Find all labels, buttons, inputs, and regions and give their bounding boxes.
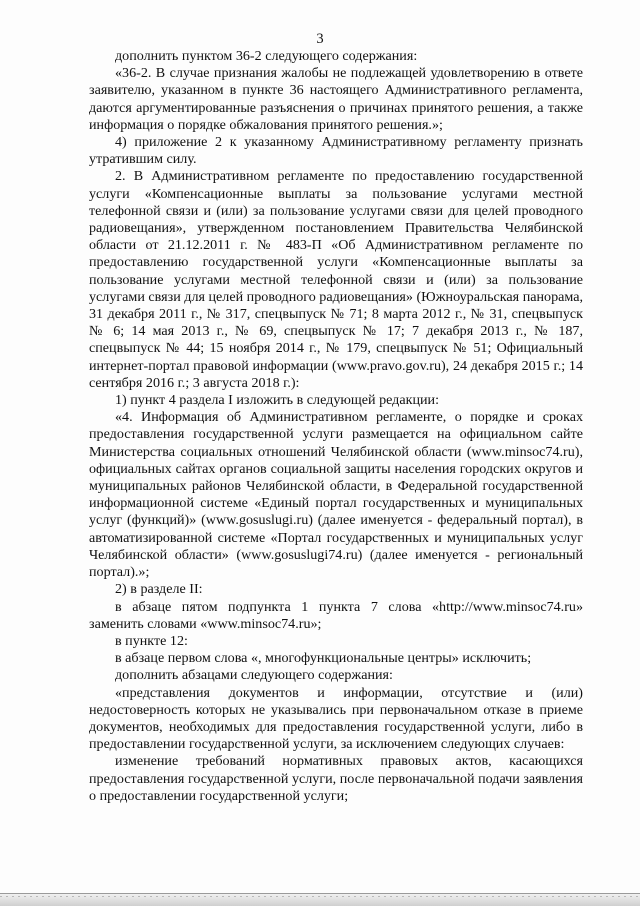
- paragraph-item-2: 2) в разделе II:: [115, 581, 203, 598]
- paragraph-item-4: 4) приложение 2 к указанному Административному регламенту признать утратившим силу.: [89, 134, 583, 168]
- paragraph-section-2: 2. В Административном регламенте по предоставлению государственной услуги «Компенсационные выплаты за пользование услугами местной телефонной связи и (или) за пользование услугами связи для целей проводного радиовещания», утвержденном постановлением Правительства Челябинской области от 21.12.2011 г. № 483-П «Об Административном регламенте по предоставлению государственной услуги «Компенсационные выплаты за пользование услугами местной телефонной связи и (или) за пользование услугами связи для целей проводного радиовещания» (Южноуральская панорама, 31 декабря 2011 г., № 317, спецвыпуск № 71; 8 марта 2012 г., № 31, спецвыпуск № 6; 14 мая 2013 г., № 69, спецвыпуск № 17; 7 декабря 2013 г., № 187, спецвыпуск № 44; 15 ноября 2014 г., № 179, спецвыпуск № 51; Официальный интернет-портал правовой информации (www.pravo.gov.ru), 24 декабря 2015 г.; 14 сентября 2016 г.; 3 августа 2018 г.):: [89, 168, 583, 391]
- scan-edge-dots: [0, 896, 640, 897]
- page-number: 3: [316, 31, 324, 47]
- paragraph-point-4-text: «4. Информация об Административном регламенте, о порядке и сроках предоставления государственной услуги размещается на официальном сайте Министерства социальных отношений Челябинской области (www.minsoc74.ru), официальных сайтах органов социальной защиты населения городских округов и муниципальных районов Челябинской области, в Федеральной государственной информационной системе «Единый портал государственных и муниципальных услуг (функций)» (www.gosuslugi.ru) (далее именуется - федеральный портал), в автоматизированной системе «Портал государственных и муниципальных услуг Челябинской области» (www.gosuslugi74.ru) (далее именуется - региональный портал).»;: [89, 409, 583, 581]
- paragraph-intro-36-2: дополнить пунктом 36-2 следующего содержания:: [115, 48, 418, 64]
- paragraph-add-abzacy: дополнить абзацами следующего содержания:: [115, 667, 393, 684]
- document-body: [89, 48, 583, 805]
- paragraph-point-12-first: в абзаце первом слова «, многофункциональные центры» исключить;: [115, 650, 532, 667]
- paragraph-point-12: в пункте 12:: [115, 632, 188, 649]
- paragraph-requirements-change: изменение требований нормативных правовых актов, касающихся предоставления государственной услуги, после первоначальной подачи заявления о предоставлении государственной услуги;: [89, 753, 583, 804]
- paragraph-point-7-change: в абзаце пятом подпункта 1 пункта 7 слова «http://www.minsoc74.ru» заменить словами «www.minsoc74.ru»;: [89, 598, 583, 632]
- paragraph-36-2-text: «36-2. В случае признания жалобы не подлежащей удовлетворению в ответе заявителю, указанном в пункте 36 настоящего Административного регламента, даются аргументированные разъяснения о причинах принятого решения, а также информация о порядке обжалования принятого решения.»;: [89, 65, 583, 133]
- paragraph-quote-documents: «представления документов и информации, отсутствие и (или) недостоверность которых не указывались при первоначальном отказе в приеме документов, необходимых для предоставления государственной услуги, либо в предоставлении государственной услуги, за исключением следующих случаев:: [89, 684, 583, 753]
- scan-bottom-edge: [0, 893, 640, 906]
- paragraph-item-1: 1) пункт 4 раздела I изложить в следующей редакции:: [115, 392, 439, 409]
